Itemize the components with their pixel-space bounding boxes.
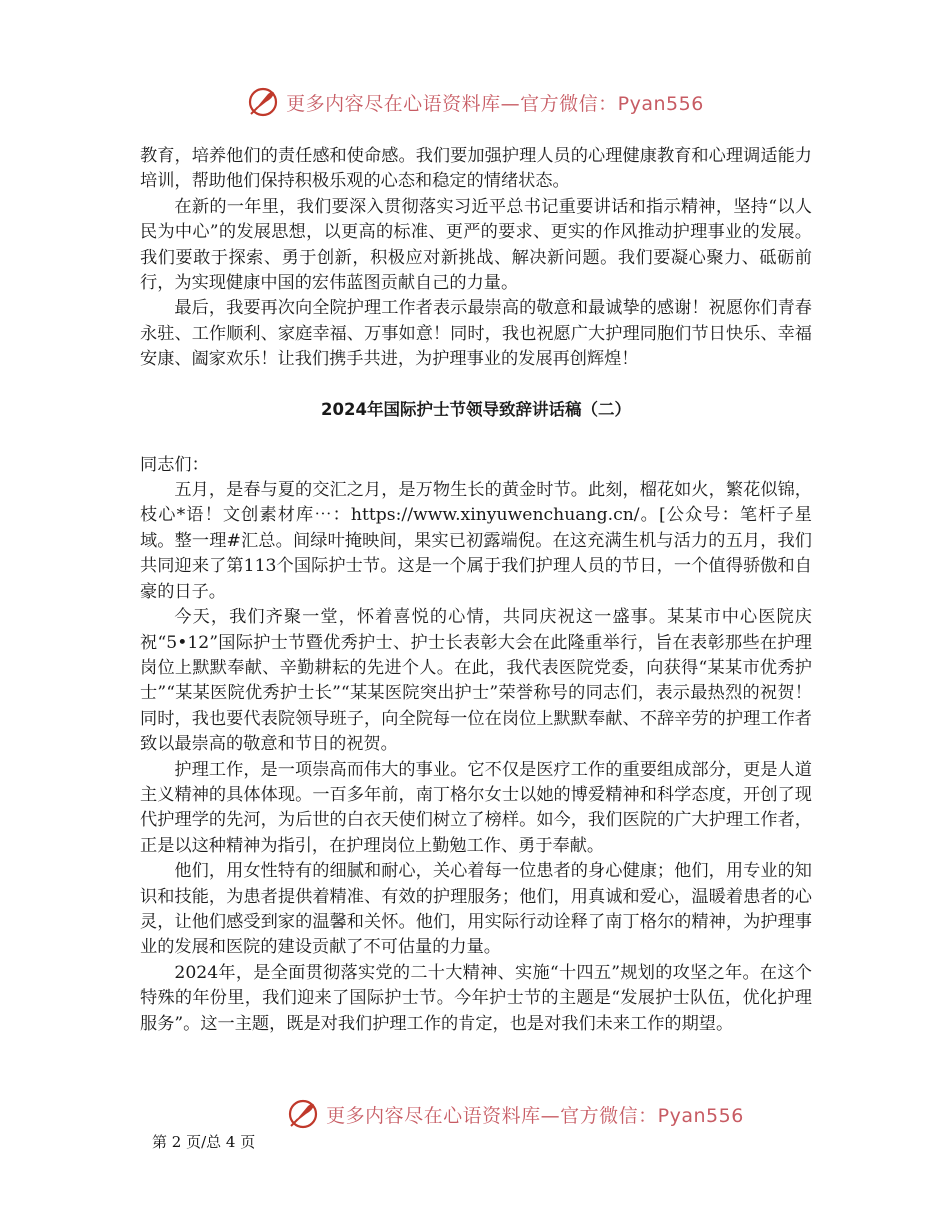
document-body	[140, 144, 812, 1037]
paragraph: 在新的一年里，我们要深入贯彻落实习近平总书记重要讲话和指示精神，坚持“以人民为中心”的发展思想，以更高的标准、更严的要求、更实的作风推动护理事业的发展。我们要敢于探索、勇于创新，积极应对新挑战、解决新问题。我们要凝心聚力、砥砺前行，为实现健康中国的宏伟蓝图贡献自己的力量。	[140, 196, 812, 294]
paragraph: 2024年，是全面贯彻落实党的二十大精神、实施“十四五”规划的攻坚之年。在这个特殊的年份里，我们迎来了国际护士节。今年护士节的主题是“发展护士队伍，优化护理服务”。这一主题，既是对我们护理工作的肯定，也是对我们未来工作的期望。	[140, 962, 812, 1034]
page-number: 第 2 页/总 4 页	[152, 1133, 256, 1151]
paragraph: 护理工作，是一项崇高而伟大的事业。它不仅是医疗工作的重要组成部分，更是人道主义精神的具体体现。一百多年前，南丁格尔女士以她的博爱精神和科学态度，开创了现代护理学的先河，为后世的白衣天使们树立了榜样。如今，我们医院的广大护理工作者，正是以这种精神为指引，在护理岗位上勤勉工作、勇于奉献。	[140, 759, 812, 856]
footer-banner	[0, 1094, 950, 1134]
paragraph: 教育，培养他们的责任感和使命感。我们要加强护理人员的心理健康教育和心理调适能力培训，帮助他们保持积极乐观的心态和稳定的情绪状态。	[140, 146, 812, 192]
paragraph: 他们，用女性特有的细腻和耐心，关心着每一位患者的身心健康；他们，用专业的知识和技能，为患者提供着精准、有效的护理服务；他们，用真诚和爱心，温暖着患者的心灵，让他们感受到家的温馨和关怀。他们，用实际行动诠释了南丁格尔的精神，为护理事业的发展和医院的建设贡献了不可估量的力量。	[140, 861, 812, 958]
section-title: 2024年国际护士节领导致辞讲话稿（二）	[321, 399, 631, 419]
banner-text: 更多内容尽在心语资料库—官方微信：Pyan556	[326, 1104, 744, 1127]
quill-logo-icon	[246, 85, 280, 119]
greeting: 同志们：	[140, 454, 209, 475]
header-banner	[0, 82, 950, 122]
paragraph: 今天，我们齐聚一堂，怀着喜悦的心情，共同庆祝这一盛事。某某市中心医院庆祝“5•12”国际护士节暨优秀护士、护士长表彰大会在此隆重举行，旨在表彰那些在护理岗位上默默奉献、辛勤耕耘的先进个人。在此，我代表医院党委，向获得“某某市优秀护士”“某某医院优秀护士长”“某某医院突出护士”荣誉称号的同志们，表示最热烈的祝贺！同时，我也要代表院领导班子，向全院每一位在岗位上默默奉献、不辞辛劳的护理工作者致以最崇高的敬意和节日的祝贺。	[140, 607, 812, 755]
paragraph: 最后，我要再次向全院护理工作者表示最崇高的敬意和最诚挚的感谢！祝愿你们青春永驻、工作顺利、家庭幸福、万事如意！同时，我也祝愿广大护理同胞们节日快乐、幸福安康、阖家欢乐！让我们携手共进，为护理事业的发展再创辉煌！	[140, 298, 812, 370]
paragraph: 五月，是春与夏的交汇之月，是万物生长的黄金时节。此刻，榴花如火，繁花似锦，枝心*语！文创素材库⋯：https://www.xinyuwenchuang.cn/。[公众号：笔杆子星域。整一理#汇总。间绿叶掩映间，果实已初露端倪。在这充满生机与活力的五月，我们共同迎来了第113个国际护士节。这是一个属于我们护理人员的节日，一个值得骄傲和自豪的日子。	[140, 480, 812, 602]
banner-text: 更多内容尽在心语资料库—官方微信：Pyan556	[286, 92, 704, 115]
quill-logo-icon	[286, 1097, 320, 1131]
